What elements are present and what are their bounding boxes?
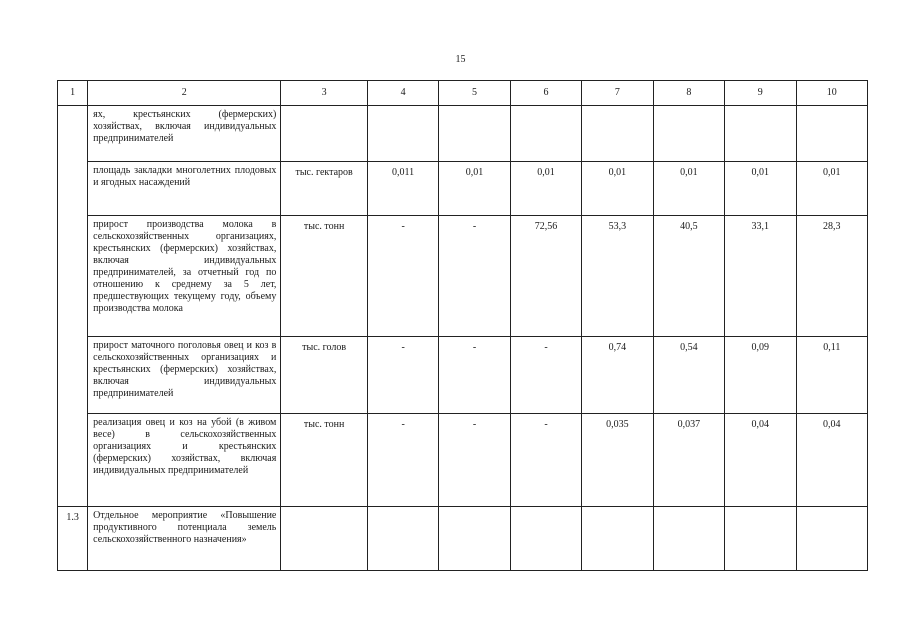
- value-cell: [653, 507, 724, 571]
- value-cell: -: [439, 414, 510, 507]
- value-cell: 0,04: [796, 414, 867, 507]
- value-cell: [510, 507, 581, 571]
- page-number: 15: [455, 54, 466, 65]
- table-row: [58, 162, 868, 216]
- value-cell: [796, 507, 867, 571]
- value-cell: 0,01: [653, 162, 724, 216]
- table-row: [58, 337, 868, 414]
- table-row: [58, 507, 868, 571]
- indicator-description: площадь закладки многолетних плодовых и ягодных насаждений: [88, 162, 281, 216]
- unit-cell: тыс. тонн: [281, 216, 368, 337]
- value-cell: 0,01: [582, 162, 653, 216]
- value-cell: -: [367, 337, 438, 414]
- column-header: 10: [796, 81, 867, 106]
- value-cell: 53,3: [582, 216, 653, 337]
- value-cell: 0,01: [725, 162, 796, 216]
- unit-cell: тыс. тонн: [281, 414, 368, 507]
- indicator-description: реализация овец и коз на убой (в живом весе) в сельскохозяйственных организациях и крестьянских (фермерских) хозяйствах, включая индивидуальных предпринимателей: [88, 414, 281, 507]
- value-cell: [439, 507, 510, 571]
- value-cell: -: [439, 337, 510, 414]
- value-cell: 28,3: [796, 216, 867, 337]
- table-row: [58, 216, 868, 337]
- value-cell: -: [367, 216, 438, 337]
- indicator-description: прирост производства молока в сельскохозяйственных организациях, крестьянских (фермерских) хозяйствах, включая индивидуальных предпринимателей, за отчетный год по отношению к среднему за 5 лет, предшествующих текущему году, объему производства молока: [88, 216, 281, 337]
- value-cell: [653, 106, 724, 162]
- column-header: 9: [725, 81, 796, 106]
- indicators-table: [57, 80, 868, 571]
- value-cell: [367, 106, 438, 162]
- value-cell: 0,09: [725, 337, 796, 414]
- indicator-description: ях, крестьянских (фермерских) хозяйствах, включая индивидуальных предпринимателей: [88, 106, 281, 162]
- column-header: 8: [653, 81, 724, 106]
- value-cell: 0,04: [725, 414, 796, 507]
- row-number-cell: [58, 106, 88, 507]
- value-cell: 0,011: [367, 162, 438, 216]
- value-cell: -: [510, 414, 581, 507]
- table-header-row: [58, 81, 868, 106]
- unit-cell: [281, 507, 368, 571]
- value-cell: -: [439, 216, 510, 337]
- column-header: 5: [439, 81, 510, 106]
- column-header: 3: [281, 81, 368, 106]
- value-cell: 0,037: [653, 414, 724, 507]
- unit-cell: тыс. гектаров: [281, 162, 368, 216]
- value-cell: [725, 507, 796, 571]
- value-cell: 0,11: [796, 337, 867, 414]
- unit-cell: [281, 106, 368, 162]
- value-cell: 72,56: [510, 216, 581, 337]
- value-cell: 0,01: [439, 162, 510, 216]
- value-cell: [796, 106, 867, 162]
- value-cell: [367, 507, 438, 571]
- value-cell: 0,01: [796, 162, 867, 216]
- value-cell: [439, 106, 510, 162]
- value-cell: 0,54: [653, 337, 724, 414]
- unit-cell: тыс. голов: [281, 337, 368, 414]
- value-cell: -: [367, 414, 438, 507]
- column-header: 6: [510, 81, 581, 106]
- value-cell: 0,01: [510, 162, 581, 216]
- column-header: 2: [88, 81, 281, 106]
- value-cell: -: [510, 337, 581, 414]
- value-cell: [582, 106, 653, 162]
- value-cell: 0,035: [582, 414, 653, 507]
- value-cell: [582, 507, 653, 571]
- value-cell: [725, 106, 796, 162]
- value-cell: [510, 106, 581, 162]
- row-number-cell: 1.3: [58, 507, 88, 571]
- table-row: [58, 106, 868, 162]
- value-cell: 33,1: [725, 216, 796, 337]
- column-header: 4: [367, 81, 438, 106]
- value-cell: 0,74: [582, 337, 653, 414]
- indicator-description: Отдельное мероприятие «Повышение продуктивного потенциала земель сельскохозяйственного назначения»: [88, 507, 281, 571]
- column-header: 7: [582, 81, 653, 106]
- indicator-description: прирост маточного поголовья овец и коз в сельскохозяйственных организациях и крестьянских (фермерских) хозяйствах, включая индивидуальных предпринимателей: [88, 337, 281, 414]
- column-header: 1: [58, 81, 88, 106]
- table-row: [58, 414, 868, 507]
- value-cell: 40,5: [653, 216, 724, 337]
